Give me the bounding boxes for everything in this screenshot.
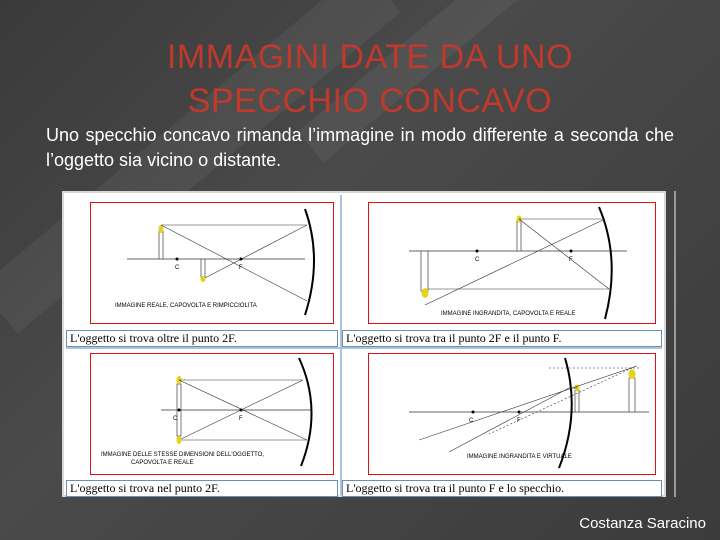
caption-panel-3: L'oggetto si trova nel punto 2F.: [66, 480, 338, 497]
diagram-figure: [62, 191, 666, 497]
inner-caption-line-1: IMMAGINE DELLE STESSE DIMENSIONI DELL'OGGETTO,: [101, 452, 265, 458]
diagram-panel-2: [368, 202, 656, 324]
caption-panel-2: L'oggetto si trova tra il punto 2F e il punto F.: [342, 330, 662, 347]
diagram-panel-1-drawing: [91, 203, 333, 323]
diagram-panel-4: [368, 353, 656, 475]
label-c: C: [175, 265, 180, 271]
figure-bracket: [666, 191, 676, 497]
caption-panel-4: L'oggetto si trova tra il punto F e lo specchio.: [342, 480, 662, 497]
label-c: C: [173, 416, 178, 422]
diagram-panel-1: [90, 202, 334, 324]
caption-panel-1: L'oggetto si trova oltre il punto 2F.: [66, 330, 338, 347]
diagram-panel-4-drawing: [369, 354, 655, 474]
inner-caption: IMMAGINE REALE, CAPOVOLTA E RIMPICCIOLITA: [115, 303, 257, 309]
grid-divider: [66, 347, 662, 349]
inner-caption-line-2: CAPOVOLTA E REALE: [131, 460, 194, 466]
label-f: F: [239, 416, 243, 422]
diagram-panel-3-drawing: [91, 354, 333, 474]
author-footer: Costanza Saracino: [579, 515, 706, 532]
label-f: F: [239, 265, 243, 271]
diagram-panel-2-drawing: [369, 203, 655, 323]
inner-caption: IMMAGINE INGRANDITA, CAPOVOLTA E REALE: [441, 311, 576, 317]
label-f: F: [517, 418, 521, 424]
inner-caption: IMMAGINE INGRANDITA E VIRTUALE: [467, 454, 572, 460]
label-c: C: [469, 418, 474, 424]
label-f: F: [569, 257, 573, 263]
diagram-panel-3: [90, 353, 334, 475]
label-c: C: [475, 257, 480, 263]
intro-text: Uno specchio concavo rimanda l’immagine in modo differente a seconda che l’oggetto sia vicino o distante.: [46, 125, 674, 170]
slide-title: IMMAGINI DATE DA UNO SPECCHIO CONCAVO: [166, 38, 574, 120]
